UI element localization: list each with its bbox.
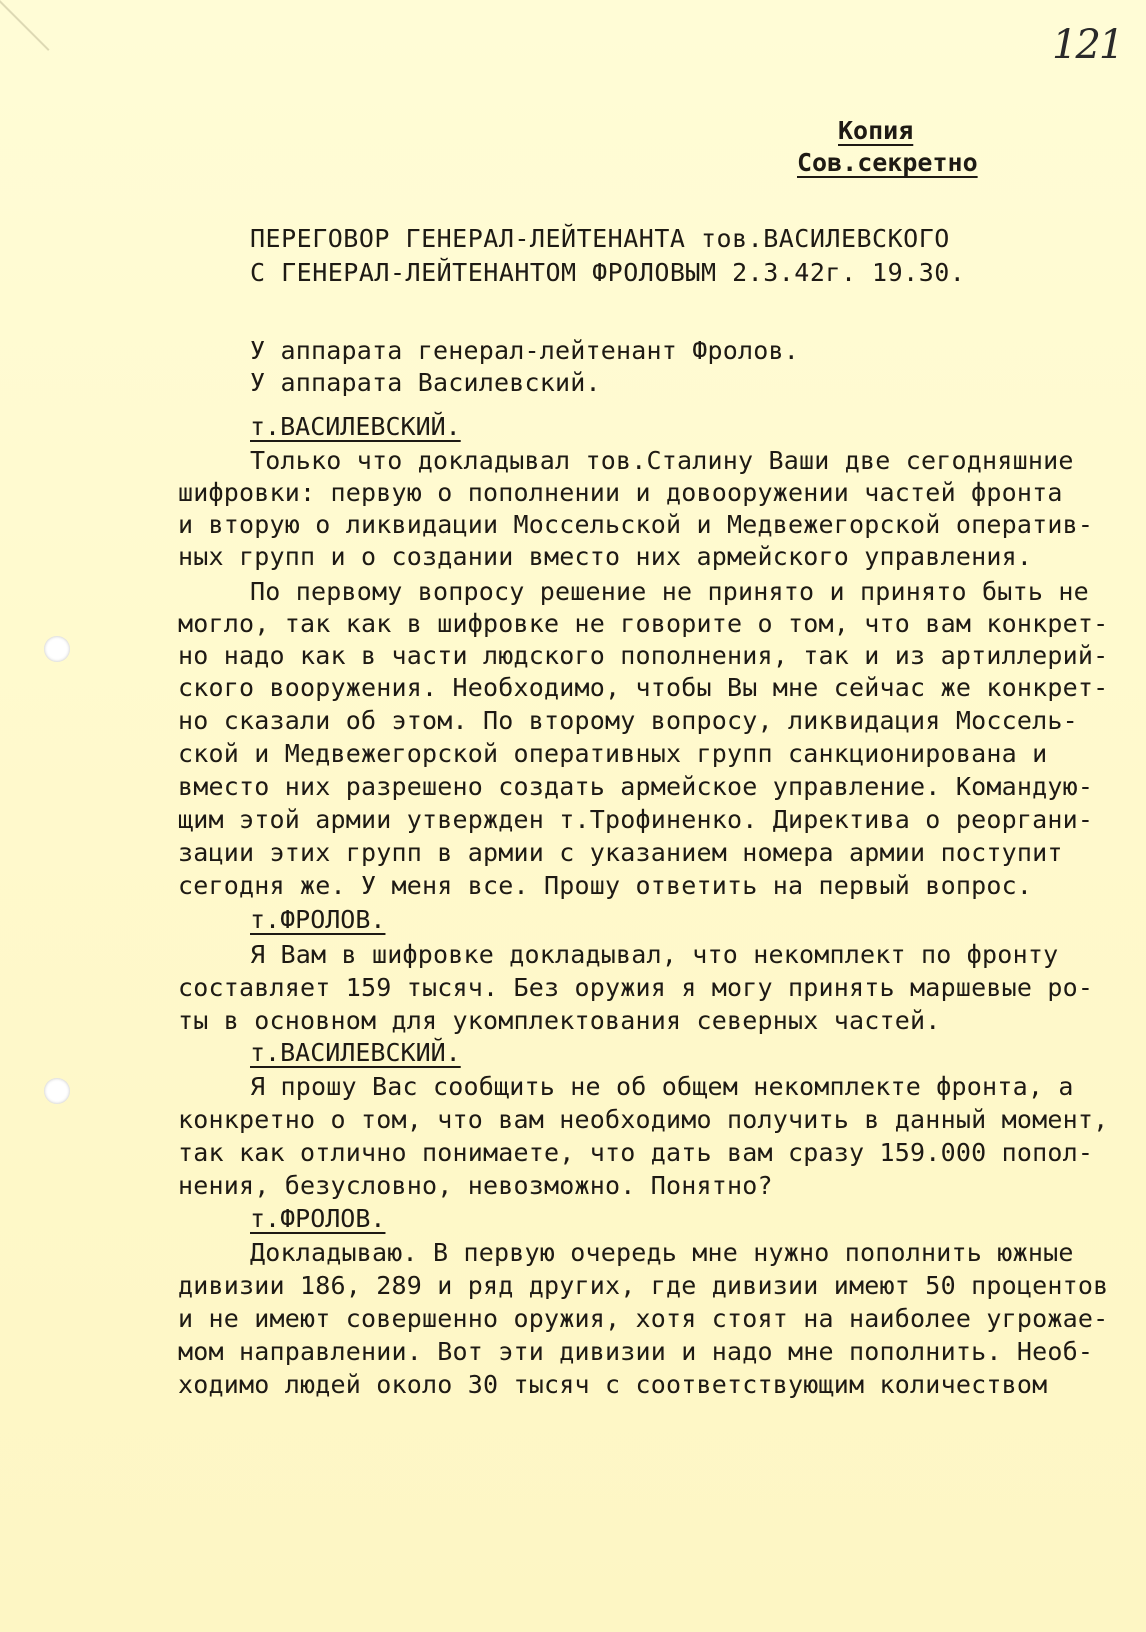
page-number: 121 bbox=[1052, 22, 1123, 68]
document-title-line-2: С ГЕНЕРАЛ-ЛЕЙТЕНАНТОМ ФРОЛОВЫМ 2.3.42г. 19.30. bbox=[250, 258, 966, 287]
text-line: конкретно о том, что вам необходимо получить в данный момент, bbox=[178, 1105, 1109, 1134]
text-line: Я Вам в шифровке докладывал, что некомплект по фронту bbox=[250, 940, 1059, 969]
text-line: и вторую о ликвидации Моссельской и Медвежегорской оператив- bbox=[178, 510, 1094, 539]
text-line: ты в основном для укомплектования северных частей. bbox=[178, 1006, 941, 1035]
text-line: Докладываю. В первую очередь мне нужно пополнить южные bbox=[250, 1238, 1074, 1267]
page-fold-mark bbox=[0, 0, 49, 100]
speaker-label-frolov: т.ФРОЛОВ. bbox=[250, 905, 386, 934]
opening-line-2: У аппарата Василевский. bbox=[250, 368, 601, 397]
document-title-line-1: ПЕРЕГОВОР ГЕНЕРАЛ-ЛЕЙТЕНАНТА тов.ВАСИЛЕВСКОГО bbox=[250, 224, 950, 253]
text-line: ных групп и о создании вместо них армейского управления. bbox=[178, 542, 1033, 571]
text-line: Я прошу Вас сообщить не об общем некомплекте фронта, а bbox=[250, 1072, 1074, 1101]
text-line: сегодня же. У меня все. Прошу ответить на первый вопрос. bbox=[178, 871, 1033, 900]
text-line: но сказали об этом. По второму вопросу, ликвидация Моссель- bbox=[178, 706, 1078, 735]
text-line: дивизии 186, 289 и ряд других, где дивизии имеют 50 процентов bbox=[178, 1271, 1109, 1300]
speaker-label-vasilevsky: т.ВАСИЛЕВСКИЙ. bbox=[250, 412, 461, 441]
text-line: и не имеют совершенно оружия, хотя стоят на наиболее угрожае- bbox=[178, 1304, 1109, 1333]
text-line: щим этой армии утвержден т.Трофиненко. Директива о реоргани- bbox=[178, 805, 1094, 834]
text-line: мом направлении. Вот эти дивизии и надо мне пополнить. Необ- bbox=[178, 1337, 1094, 1366]
text-line: ского вооружения. Необходимо, чтобы Вы мне сейчас же конкрет- bbox=[178, 673, 1109, 702]
text-line: нения, безусловно, невозможно. Понятно? bbox=[178, 1171, 773, 1200]
opening-line-1: У аппарата генерал-лейтенант Фролов. bbox=[250, 336, 800, 365]
text-line: составляет 159 тысяч. Без оружия я могу принять маршевые ро- bbox=[178, 973, 1094, 1002]
text-line: По первому вопросу решение не принято и принято быть не bbox=[250, 577, 1089, 606]
copy-mark: Копия bbox=[838, 116, 914, 145]
punch-hole bbox=[44, 636, 70, 662]
text-line: Только что докладывал тов.Сталину Ваши две сегодняшние bbox=[250, 446, 1074, 475]
text-line: могло, так как в шифровке не говорите о том, что вам конкрет- bbox=[178, 609, 1109, 638]
text-line: ской и Медвежегорской оперативных групп санкционирована и bbox=[178, 739, 1048, 768]
text-line: но надо как в части людского пополнения, так и из артиллерий- bbox=[178, 641, 1109, 670]
text-line: так как отлично понимаете, что дать вам сразу 159.000 попол- bbox=[178, 1138, 1094, 1167]
text-line: шифровки: первую о пополнении и довооружении частей фронта bbox=[178, 478, 1063, 507]
secrecy-mark: Сов.секретно bbox=[797, 148, 978, 177]
speaker-label-frolov: т.ФРОЛОВ. bbox=[250, 1204, 386, 1233]
punch-hole bbox=[44, 1078, 70, 1104]
text-line: ходимо людей около 30 тысяч с соответствующим количеством bbox=[178, 1370, 1048, 1399]
text-line: вместо них разрешено создать армейское управление. Командую- bbox=[178, 772, 1094, 801]
text-line: зации этих групп в армии с указанием номера армии поступит bbox=[178, 838, 1063, 867]
speaker-label-vasilevsky: т.ВАСИЛЕВСКИЙ. bbox=[250, 1038, 461, 1067]
